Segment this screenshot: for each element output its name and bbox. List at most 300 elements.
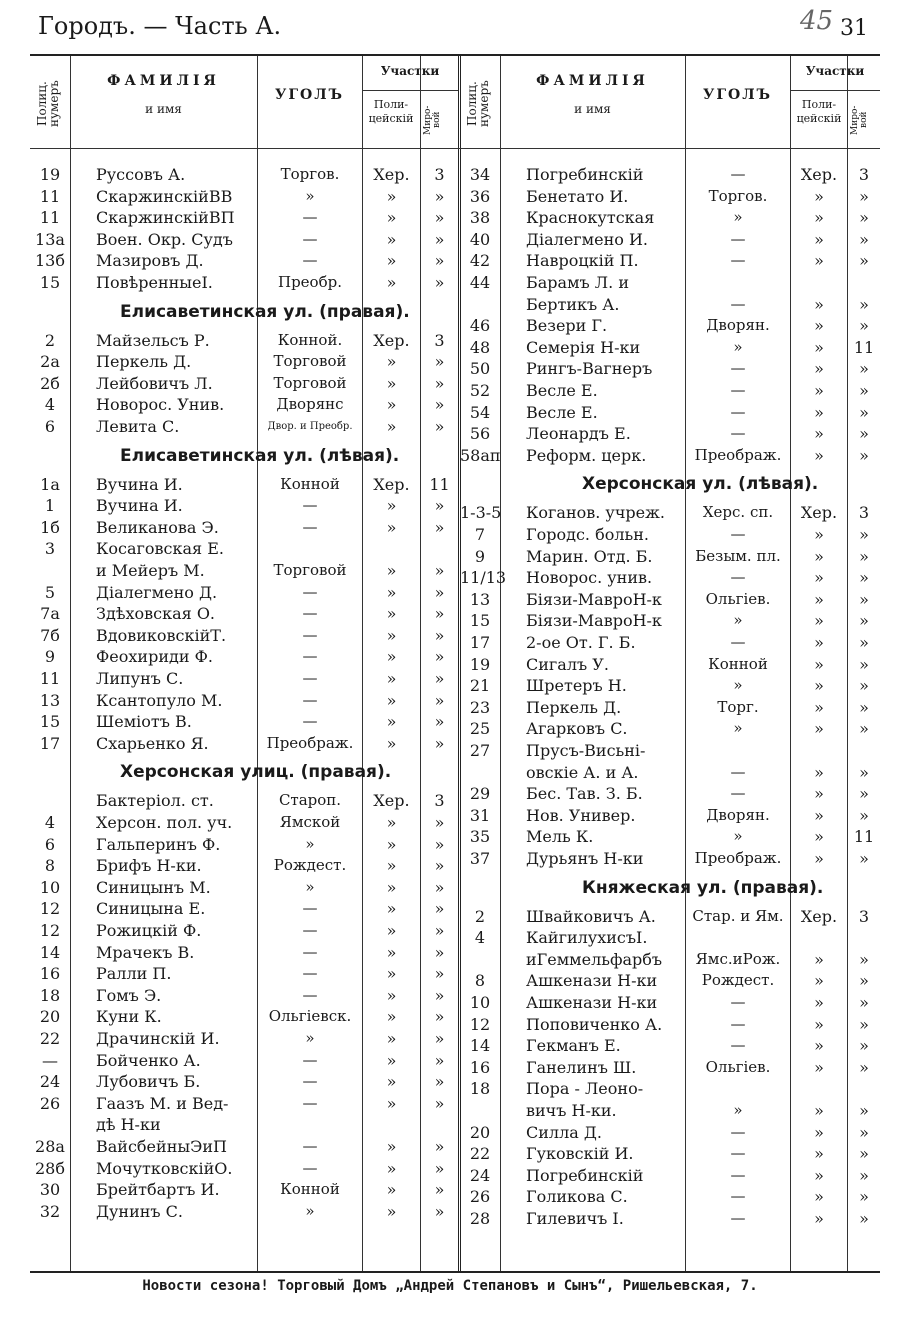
house-number: 56 xyxy=(469,424,491,444)
corner-street: » xyxy=(733,719,743,738)
resident-name: Гекманъ Е. xyxy=(526,1036,621,1056)
house-number: 18 xyxy=(469,1079,491,1099)
corner-street: Дворян. xyxy=(706,805,770,824)
table-row xyxy=(460,610,880,631)
corner-street: — xyxy=(302,604,318,623)
mirovoy-district: » xyxy=(434,496,445,516)
resident-name: Бойченко А. xyxy=(96,1050,201,1070)
col-corner-header: УГОЛЪ xyxy=(275,87,344,103)
table-row xyxy=(30,474,458,495)
mirovoy-district: » xyxy=(859,784,869,804)
house-number: 19 xyxy=(39,165,61,184)
police-district: » xyxy=(386,1158,397,1178)
resident-name: Леонардъ Е. xyxy=(526,424,631,444)
house-number: 1б xyxy=(40,517,60,537)
mirovoy-district: » xyxy=(434,1029,445,1048)
table-row xyxy=(460,1057,880,1078)
police-district: » xyxy=(814,186,824,206)
mirovoy-district: 3 xyxy=(434,165,445,184)
house-number: 52 xyxy=(469,381,491,400)
table-row xyxy=(30,560,458,581)
corner-street: — xyxy=(302,208,318,227)
mirovoy-district: » xyxy=(859,186,869,206)
house-number: 31 xyxy=(469,805,491,825)
house-number: 28а xyxy=(35,1137,65,1156)
corner-street: » xyxy=(305,834,315,853)
table-row xyxy=(460,970,880,991)
corner-street: Преобр. xyxy=(278,273,342,291)
corner-street: — xyxy=(730,229,746,248)
house-number: 11 xyxy=(39,669,61,688)
house-number: 23 xyxy=(469,697,491,717)
mirovoy-district: » xyxy=(859,949,869,969)
mirovoy-district: » xyxy=(859,1036,869,1056)
police-district: » xyxy=(814,337,824,357)
house-number: 26 xyxy=(469,1187,491,1207)
resident-name: Бенетато И. xyxy=(526,186,629,206)
table-row xyxy=(460,1143,880,1164)
resident-name: и Мейеръ М. xyxy=(96,561,205,580)
resident-name: Перкель Д. xyxy=(526,697,622,717)
table-row xyxy=(460,927,880,948)
resident-name: дѣ Н-ки xyxy=(96,1115,161,1135)
table-row xyxy=(30,690,458,711)
police-district: » xyxy=(814,949,824,969)
police-district: » xyxy=(814,849,824,868)
police-district: Хер. xyxy=(373,165,410,184)
police-district: » xyxy=(386,669,397,688)
resident-name: Біязи-МавроН-к xyxy=(526,611,662,631)
resident-name: Брейтбартъ И. xyxy=(96,1180,220,1200)
mirovoy-district: » xyxy=(434,1158,445,1178)
mirovoy-district: » xyxy=(859,294,869,314)
resident-name: Швайковичъ А. xyxy=(526,906,656,926)
table-row xyxy=(30,942,458,963)
corner-street: — xyxy=(302,1158,318,1177)
col-num-header: Полиц. нумеръ xyxy=(35,80,61,128)
resident-name: Бес. Тав. З. Б. xyxy=(526,784,643,804)
resident-name: Гуковскій И. xyxy=(526,1144,634,1164)
table-row xyxy=(30,625,458,646)
col-districts-header: Участки xyxy=(380,64,440,78)
police-district: » xyxy=(386,899,397,919)
police-district: Хер. xyxy=(800,503,838,523)
house-number: 2б xyxy=(40,373,60,393)
house-number: 13 xyxy=(469,589,491,609)
col-police-header: Поли- цейскій xyxy=(368,98,414,125)
mirovoy-district: » xyxy=(859,611,869,631)
house-number: 15 xyxy=(39,712,61,732)
table-row xyxy=(460,1014,880,1035)
table-row xyxy=(460,1208,880,1229)
house-number: 5 xyxy=(44,582,56,602)
police-district: » xyxy=(386,373,397,393)
table-row xyxy=(460,762,880,783)
mirovoy-district: » xyxy=(859,1209,869,1228)
mirovoy-district: » xyxy=(434,373,445,393)
police-district: » xyxy=(386,417,397,436)
corner-street: — xyxy=(302,1137,318,1155)
street-heading xyxy=(460,472,880,496)
police-district: » xyxy=(814,316,824,336)
corner-street: — xyxy=(302,669,318,687)
table-row xyxy=(460,250,880,271)
resident-name: Вучина И. xyxy=(96,474,183,494)
police-district: » xyxy=(386,921,397,940)
mirovoy-district: » xyxy=(859,568,869,588)
resident-name: иГеммельфарбъ xyxy=(526,949,663,969)
table-row xyxy=(460,445,880,466)
col-name-subheader-right: и имя xyxy=(574,102,611,116)
corner-street: — xyxy=(730,993,746,1011)
corner-street: » xyxy=(305,186,315,205)
mirovoy-district: 11 xyxy=(429,474,450,494)
house-number: 4 xyxy=(474,928,486,948)
page-header xyxy=(38,8,868,48)
house-number: 14 xyxy=(39,942,61,962)
mirovoy-district: » xyxy=(859,1165,869,1185)
police-district: » xyxy=(814,1187,824,1207)
corner-street: Дворян. xyxy=(706,316,770,335)
police-district: » xyxy=(814,1122,824,1142)
table-row xyxy=(30,1158,458,1179)
mirovoy-district: » xyxy=(434,517,445,537)
corner-street: — xyxy=(302,921,318,939)
street-name: Елисаветинская ул. (правая). xyxy=(120,301,410,322)
table-row xyxy=(460,1100,880,1121)
resident-name: Гаазъ М. и Вед- xyxy=(96,1093,229,1113)
table-row xyxy=(30,517,458,538)
table-row xyxy=(30,1006,458,1027)
corner-street: — xyxy=(302,647,318,666)
police-district: » xyxy=(814,229,824,249)
resident-name: Дунинъ С. xyxy=(96,1201,184,1221)
table-row xyxy=(30,898,458,919)
table-row xyxy=(30,495,458,516)
house-number: 7а xyxy=(40,604,60,624)
table-row xyxy=(460,337,880,358)
house-number: 4 xyxy=(44,395,56,415)
resident-name: Синицына Е. xyxy=(96,899,206,919)
table-row xyxy=(460,1165,880,1186)
police-district: » xyxy=(386,1050,397,1070)
col-mirovoy-header: Миро- вой xyxy=(423,105,442,135)
police-district: » xyxy=(386,395,397,415)
resident-name: Реформ. церк. xyxy=(526,445,647,465)
police-district: » xyxy=(386,985,397,1005)
resident-name: овскіе А. и А. xyxy=(526,762,639,782)
house-number: 10 xyxy=(469,993,491,1012)
corner-street: — xyxy=(730,525,746,543)
table-row xyxy=(460,1035,880,1056)
table-row xyxy=(460,1122,880,1143)
resident-name: Гальперинъ Ф. xyxy=(96,834,221,854)
resident-name: Драчинскій И. xyxy=(96,1029,220,1048)
house-number: — xyxy=(42,1050,58,1070)
police-district: » xyxy=(814,251,824,271)
corner-street: — xyxy=(302,899,318,918)
resident-name: Ганелинъ Ш. xyxy=(526,1057,637,1077)
corner-street: » xyxy=(733,208,743,227)
police-district: » xyxy=(814,1144,824,1164)
resident-name: КайгилухисъІ. xyxy=(526,928,648,948)
corner-street: — xyxy=(730,294,746,313)
resident-name: Діалегмено Д. xyxy=(96,582,218,602)
table-row xyxy=(460,783,880,804)
mirovoy-district: » xyxy=(434,942,445,962)
table-row xyxy=(460,826,880,847)
corner-street: » xyxy=(733,337,743,356)
house-number: 15 xyxy=(39,273,61,292)
mirovoy-district: » xyxy=(859,654,869,674)
corner-street: — xyxy=(730,1209,746,1227)
corner-street: Торг. xyxy=(717,697,759,716)
resident-name: Поповиченко А. xyxy=(526,1014,663,1034)
table-row xyxy=(460,949,880,970)
police-district: » xyxy=(814,424,824,444)
table-row xyxy=(460,164,880,185)
mirovoy-district: » xyxy=(859,676,869,696)
police-district: » xyxy=(386,582,397,602)
police-district: » xyxy=(386,834,397,854)
house-number: 12 xyxy=(469,1014,491,1034)
corner-street: — xyxy=(730,633,746,651)
house-number: 2а xyxy=(40,352,60,372)
resident-name: Діалегмено И. xyxy=(526,229,649,249)
mirovoy-district: » xyxy=(434,625,445,645)
house-number: 7б xyxy=(40,625,60,645)
police-district: » xyxy=(814,654,824,674)
mirovoy-district: » xyxy=(434,899,445,919)
corner-street: — xyxy=(302,582,318,601)
police-district: » xyxy=(814,568,824,588)
mirovoy-district: » xyxy=(434,1180,445,1200)
table-row xyxy=(30,351,458,372)
police-district: » xyxy=(814,1165,824,1185)
table-row xyxy=(460,207,880,228)
corner-street: — xyxy=(302,1050,318,1069)
mirovoy-district: » xyxy=(434,733,445,753)
house-number: 15 xyxy=(469,611,491,631)
table-row xyxy=(460,294,880,315)
table-row xyxy=(460,423,880,444)
street-name: Херсонская ул. (лѣвая). xyxy=(582,474,819,495)
corner-street: Торгов. xyxy=(708,186,768,205)
house-number: 28 xyxy=(469,1209,491,1228)
police-district: » xyxy=(386,964,397,984)
house-number: 3 xyxy=(44,539,56,559)
house-number: 20 xyxy=(39,1007,61,1027)
table-row xyxy=(30,1114,458,1135)
mirovoy-district: » xyxy=(859,633,869,652)
table-row xyxy=(30,272,458,293)
house-number: 2 xyxy=(474,906,486,926)
table-row xyxy=(30,855,458,876)
resident-name: Схарьенко Я. xyxy=(96,733,209,753)
house-number: 8 xyxy=(474,971,486,991)
resident-name: Шеміотъ В. xyxy=(96,712,192,732)
corner-street: Ямс.иРож. xyxy=(695,949,781,968)
house-number: 7 xyxy=(474,525,486,544)
table-row xyxy=(30,394,458,415)
table-row xyxy=(30,812,458,833)
table-row xyxy=(30,207,458,228)
house-number: 36 xyxy=(469,186,491,206)
mirovoy-district: » xyxy=(434,1072,445,1092)
table-row xyxy=(30,538,458,559)
police-district: Хер. xyxy=(373,791,410,811)
resident-name: Руссовъ А. xyxy=(96,165,186,184)
resident-name: Погребинскій xyxy=(526,1165,644,1185)
table-row xyxy=(460,186,880,207)
col-police-header-right: Поли- цейскій xyxy=(796,98,842,125)
police-district: » xyxy=(814,208,824,228)
corner-street: — xyxy=(730,1165,746,1184)
resident-name: Феохириди Ф. xyxy=(96,647,213,667)
table-row xyxy=(460,675,880,696)
col-num-header-right: Полиц. нумеръ xyxy=(465,80,491,128)
mirovoy-district: » xyxy=(859,971,869,991)
resident-name: Весле Е. xyxy=(526,381,598,400)
police-district: » xyxy=(386,517,397,537)
corner-street: — xyxy=(302,625,318,644)
mirovoy-district: » xyxy=(859,316,869,336)
resident-name: Перкель Д. xyxy=(96,352,192,372)
corner-street: — xyxy=(302,1072,318,1091)
police-district: » xyxy=(814,546,824,566)
advertisement-footer: Новости сезона! Торговый Домъ „Андрей Степановъ и Сынъ“, Ришельевская, 7. xyxy=(142,1278,758,1294)
corner-street: Рождест. xyxy=(701,971,775,990)
mirovoy-district: 3 xyxy=(858,503,870,523)
table-row xyxy=(460,546,880,567)
house-number: 40 xyxy=(469,229,491,249)
mirovoy-district: » xyxy=(434,395,445,415)
corner-street: » xyxy=(733,611,743,630)
house-number: 11 xyxy=(39,186,61,206)
house-number: 32 xyxy=(39,1201,61,1221)
table-row xyxy=(30,834,458,855)
corner-street: » xyxy=(733,1101,743,1119)
corner-street: Торговой xyxy=(273,352,347,371)
table-row xyxy=(460,358,880,379)
mirovoy-district: » xyxy=(859,805,869,825)
house-number: 9 xyxy=(44,647,56,667)
table-row xyxy=(30,603,458,624)
mirovoy-district: » xyxy=(859,993,869,1012)
table-row xyxy=(30,1028,458,1049)
table-row xyxy=(30,1050,458,1071)
resident-name: Воен. Окр. Судъ xyxy=(96,229,233,249)
table-row xyxy=(460,315,880,336)
resident-name: Навроцкій П. xyxy=(526,251,639,271)
corner-street: Торгов. xyxy=(280,165,340,183)
mirovoy-district: » xyxy=(434,582,445,602)
police-district: » xyxy=(814,993,824,1012)
police-district: Хер. xyxy=(800,165,838,184)
mirovoy-district: » xyxy=(859,251,869,271)
corner-street: Рождест. xyxy=(273,856,347,875)
mirovoy-district: 3 xyxy=(434,791,445,811)
mirovoy-district: » xyxy=(859,1122,869,1142)
resident-name: Ашкенази Н-ки xyxy=(526,971,658,991)
street-heading xyxy=(460,876,880,900)
table-row xyxy=(30,330,458,351)
mirovoy-district: 3 xyxy=(434,330,445,350)
police-district: Хер. xyxy=(800,906,838,926)
resident-name: Прусъ-Висьні- xyxy=(526,741,646,760)
corner-street: — xyxy=(302,1093,318,1112)
table-row xyxy=(460,380,880,401)
house-number: 58ап xyxy=(460,445,501,465)
resident-name: Марин. Отд. Б. xyxy=(526,546,653,566)
handwritten-mark: 45 xyxy=(800,6,834,36)
col-corner-header-right: УГОЛЪ xyxy=(703,87,772,103)
resident-name: Рожицкій Ф. xyxy=(96,921,202,940)
corner-street: » xyxy=(733,676,743,695)
house-number: 1 xyxy=(44,496,56,516)
resident-name: Сигалъ У. xyxy=(526,654,609,674)
house-number: 13 xyxy=(39,690,61,710)
house-number: 22 xyxy=(39,1029,61,1048)
table-row xyxy=(30,1071,458,1092)
police-district: » xyxy=(814,676,824,696)
house-number: 46 xyxy=(469,316,491,336)
police-district: » xyxy=(386,1180,397,1200)
police-district: » xyxy=(814,784,824,804)
resident-name: Гомъ Э. xyxy=(96,985,162,1005)
resident-name: Новорос. Унив. xyxy=(96,395,225,415)
police-district: » xyxy=(386,625,397,645)
mirovoy-district: » xyxy=(434,208,445,228)
police-district: » xyxy=(814,525,824,544)
mirovoy-district: » xyxy=(859,1144,869,1164)
table-row xyxy=(460,272,880,293)
mirovoy-district: » xyxy=(859,719,869,739)
table-row xyxy=(460,805,880,826)
mirovoy-district: » xyxy=(859,229,869,249)
resident-name: Везери Г. xyxy=(526,316,608,336)
table-row xyxy=(30,963,458,984)
mirovoy-district: » xyxy=(434,273,445,292)
table-row xyxy=(30,416,458,437)
police-district: » xyxy=(386,1201,397,1221)
corner-street: — xyxy=(302,964,318,983)
resident-name: Біязи-МавроН-к xyxy=(526,589,662,609)
police-district: » xyxy=(386,690,397,710)
house-number: 24 xyxy=(469,1165,491,1185)
corner-street: — xyxy=(730,762,746,781)
house-number: 17 xyxy=(39,733,61,753)
table-row xyxy=(30,250,458,271)
col-name-header-right: ФАМИЛІЯ xyxy=(536,73,649,89)
table-row xyxy=(30,582,458,603)
table-row xyxy=(30,373,458,394)
mirovoy-district: » xyxy=(434,1007,445,1027)
resident-name: Дурьянъ Н-ки xyxy=(526,849,644,868)
resident-name: Брифъ Н-ки. xyxy=(96,856,202,876)
corner-street: — xyxy=(302,517,318,536)
resident-name: Барамъ Л. и xyxy=(526,273,629,292)
police-district: » xyxy=(814,359,824,379)
corner-street: — xyxy=(302,712,318,731)
police-district: » xyxy=(386,1093,397,1113)
table-row xyxy=(30,920,458,941)
house-number: 48 xyxy=(469,337,491,357)
resident-name: ПовѣренныеІ. xyxy=(96,273,213,292)
police-district: » xyxy=(814,762,824,782)
house-number: 10 xyxy=(39,877,61,897)
table-row xyxy=(30,985,458,1006)
